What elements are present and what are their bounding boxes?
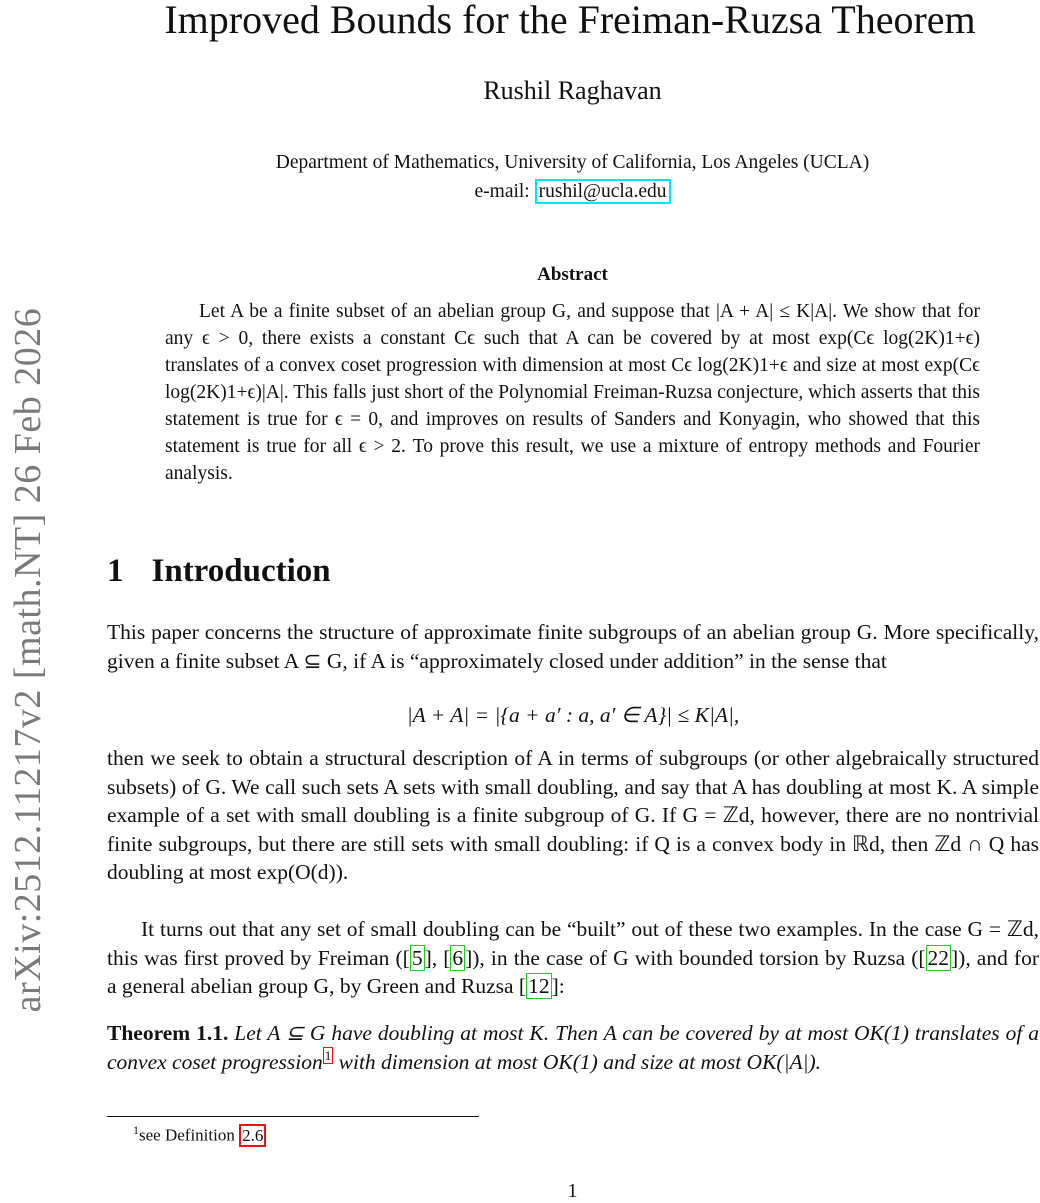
intro-paragraph-2: then we seek to obtain a structural description of A in terms of subgroups (or other algebraically structured subsets) of G. We call such sets A sets with small doubling, and say that A has doubling at most K. A simple example of a set with small doubling is a finite subgroup of G. If G = ℤd, however, there are no nontrivial finite subgroups, but there are still sets with small doubling: if Q is a convex body in ℝd, then ℤd ∩ Q has doubling at most exp(O(d)). xyxy=(107,746,1039,884)
theorem-1-1 xyxy=(107,1019,1039,1076)
paper-title: Improved Bounds for the Freiman-Ruzsa Theorem xyxy=(164,0,976,42)
email-prefix: e-mail: xyxy=(474,181,535,202)
section-heading xyxy=(107,553,331,590)
citation-link-22[interactable]: 22 xyxy=(927,945,950,970)
intro-paragraph-1: This paper concerns the structure of approximate finite subgroups of an abelian group G. More specifically, given a finite subset A ⊆ G, if A is “approximately closed under addition” in the sense that xyxy=(107,620,1039,673)
email-line xyxy=(105,181,1040,203)
affiliation: Department of Mathematics, University of California, Los Angeles (UCLA) xyxy=(275,152,870,173)
arxiv-id-text: arXiv:2512.11217v2 [math.NT] 26 Feb 2026 xyxy=(7,307,49,1013)
footnote-text: see Definition xyxy=(139,1125,240,1145)
theorem-text-b: with dimension at most OK(1) and size at most OK(|A|). xyxy=(333,1049,822,1074)
text-run: ], [ xyxy=(424,945,451,970)
abstract-heading: Abstract xyxy=(537,264,608,285)
citation-link-6[interactable]: 6 xyxy=(452,945,464,970)
text-run: ]), in the case of G with bounded torsion by Ruzsa ([ xyxy=(465,945,926,970)
abstract-text: Let A be a finite subset of an abelian group G, and suppose that |A + A| ≤ K|A|. We show that for any ϵ > 0, there exists a constant Cϵ such that A can be covered by at most exp(Cϵ log(2K)1+ϵ) translates of a convex coset progression with dimension at most Cϵ log(2K)1+ϵ and size at most exp(Cϵ log(2K)1+ϵ)|A|. This falls just short of the Polynomial Freiman-Ruzsa conjecture, which asserts that this statement is true for ϵ = 0, and improves on results of Sanders and Konyagin, who showed that this statement is true for all ϵ > 2. To prove this result, we use a mixture of entropy methods and Fourier analysis. xyxy=(165,301,980,484)
page-number: 1 xyxy=(567,1180,578,1202)
footnote-mark: 1 xyxy=(133,1123,139,1137)
footnote xyxy=(133,1123,266,1146)
section-title: Introduction xyxy=(151,553,331,589)
footnote-ref-link[interactable]: 1 xyxy=(324,1048,332,1064)
email-link[interactable]: rushil@ucla.edu xyxy=(535,179,671,204)
text-run: ]), and for a general abelian group G, by Green and Ruzsa [ xyxy=(107,945,1039,998)
intro-paragraph-3 xyxy=(107,915,1039,1001)
citation-link-12[interactable]: 12 xyxy=(528,974,550,998)
text-run: ]: xyxy=(551,974,565,998)
text-run: It turns out that any set of small doubling can be “built” out of these two examples. In the case G = ℤd, this was first proved by Freiman ([ xyxy=(107,917,1039,970)
display-equation: |A + A| = |{a + a′ : a, a′ ∈ A}| ≤ K|A|, xyxy=(406,703,740,727)
citation-link-5[interactable]: 5 xyxy=(411,945,423,970)
definition-ref-link[interactable]: 2.6 xyxy=(239,1124,266,1147)
theorem-label: Theorem 1.1. xyxy=(107,1021,229,1045)
section-number: 1 xyxy=(107,553,124,589)
theorem-text-a: Let A ⊆ G have doubling at most K. Then A can be covered by at most OK(1) translates of a convex coset progression xyxy=(107,1021,1039,1074)
footnote-rule xyxy=(107,1116,479,1117)
author-name: Rushil Raghavan xyxy=(483,76,662,105)
